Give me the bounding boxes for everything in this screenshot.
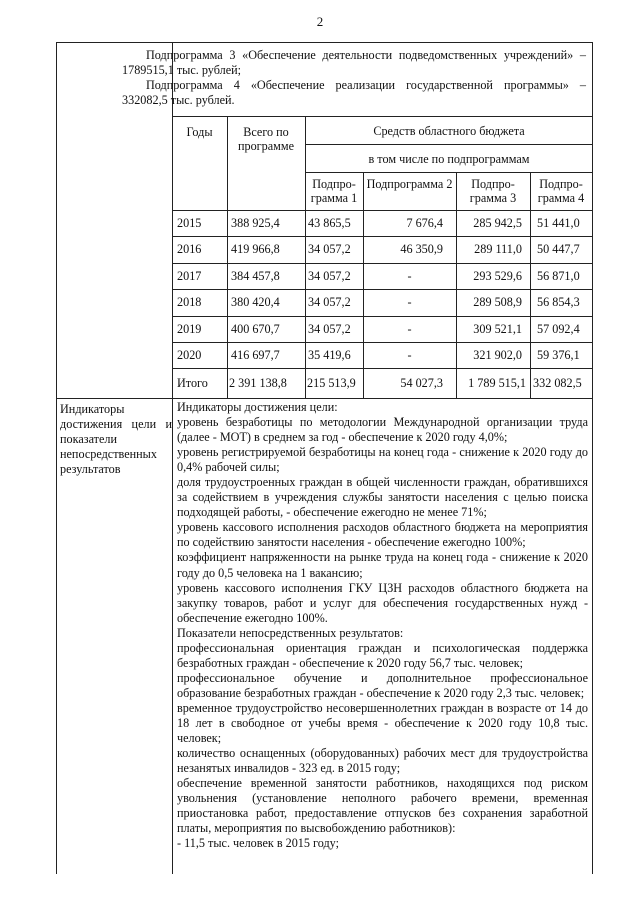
header-sub-4: Подпро-грамма 4 [537,177,585,205]
cell-sub4: 332 082,5 [533,376,582,390]
cell-sub1: 35 419,6 [308,348,351,362]
indicator-line: Показатели непосредственных результатов: [177,625,404,640]
indicator-line: профессиональная ориентация граждан и психологическая поддержка безработных граждан - обеспечение к 2020 году 56,7 тыс. человек; [177,640,588,670]
cell-sub3: 289 508,9 [473,295,522,309]
header-sub-2: Подпрограмма 2 [366,177,453,191]
cell-sub3: 293 529,6 [473,269,522,283]
intro-text [122,48,586,108]
cell-sub4: 51 441,0 [537,216,580,230]
page-number: 2 [316,14,324,29]
cell-sub1: 34 057,2 [308,322,351,336]
indicator-line: обеспечение временной занятости работников, находящихся под риском увольнения (установление неполного рабочего времени, временная приостановка работ, предоставление отпусков без сохранения заработной платы, мероприятия по высвобождению работников): [177,776,588,836]
cell-total: 400 670,7 [231,322,280,336]
col-line [530,172,531,398]
table-top [172,116,593,117]
cell-sub3: 309 521,1 [473,322,522,336]
header-total: Всего по программе [237,125,295,153]
intro-paragraph: Подпрограмма 4 «Обеспечение реализации государственной программы» – 332082,5 тыс. рублей. [122,78,586,107]
indicators-label: Индикаторы достижения цели и показатели непосредственных результатов [60,402,172,476]
indicator-line: уровень безработицы по методологии Международной организации труда (далее - МОТ) в среднем за год - обеспечение к 2020 году 4,0%; [177,415,588,445]
row-line [172,368,593,369]
row-line [172,289,593,290]
cell-sub2: 46 350,9 [400,242,443,256]
cell-sub3: 285 942,5 [473,216,522,230]
col-line [227,116,228,398]
row-line [172,342,593,343]
cell-sub2: 54 027,3 [400,376,443,390]
row-line [172,236,593,237]
indicator-line: профессиональное обучение и дополнительное профессиональное образование безработных граждан - обеспечение к 2020 году 2,3 тыс. человек; [177,670,588,700]
frame-right [592,42,593,874]
indicator-line: доля трудоустроенных граждан в общей численности граждан, обратившихся за содействием в учреждения службы занятости населения с целью поиска подходящей работы, - обеспечение ежегодно не менее 71%; [177,475,588,520]
indicator-line: временное трудоустройство несовершеннолетних граждан в возрасте от 14 до 18 лет в свободное от учебы время - обеспечение к 2020 году 10,8 тыс. человек; [177,700,588,746]
cell-sub2: 7 676,4 [406,216,443,230]
cell-sub1: 34 057,2 [308,242,351,256]
cell-year: 2015 [177,216,202,230]
cell-sub2: - [407,269,412,283]
intro-paragraph: Подпрограмма 3 «Обеспечение деятельности подведомственных учреждений» – 1789515,1 тыс. рублей; [122,48,586,77]
cell-total: 419 966,8 [231,242,280,256]
indicator-line: уровень кассового исполнения расходов областного бюджета на мероприятия по содействию занятости населения - обеспечение ежегодно 100%; [177,520,588,550]
cell-sub3: 321 902,0 [473,348,522,362]
frame-left [56,42,57,874]
row-line [305,144,593,145]
cell-sub2: - [407,322,412,336]
row-line [172,210,593,211]
cell-sub1: 43 865,5 [308,216,351,230]
frame-top [56,42,593,43]
header-years: Годы [186,125,213,139]
row-line [305,172,593,173]
header-sub-1: Подпро-грамма 1 [310,177,358,205]
indicator-line: уровень кассового исполнения ГКУ ЦЗН расходов областного бюджета на закупку товаров, работ и услуг для обеспечения государственных нужд - обеспечение ежегодно 100%. [177,580,588,625]
indicator-line: - 11,5 тыс. человек в 2015 году; [177,836,340,851]
cell-year: 2016 [177,242,202,256]
cell-sub4: 56 871,0 [537,269,580,283]
cell-sub1: 215 513,9 [307,376,356,390]
indicator-line: уровень регистрируемой безработицы на конец года - снижение к 2020 году до 0,4% рабочей силы; [177,445,588,475]
cell-year: 2020 [177,348,202,362]
col-line [363,172,364,398]
header-budget: Средств областного бюджета [373,124,525,138]
cell-year: Итого [177,376,208,390]
indicator-line: количество оснащенных (оборудованных) рабочих мест для трудоустройства незанятых инвалидов - 323 ед. в 2015 году; [177,746,588,776]
cell-total: 2 391 138,8 [229,376,287,390]
cell-sub1: 34 057,2 [308,295,351,309]
header-sub-3: Подпро-грамма 3 [469,177,517,205]
header-including: в том числе по подпрограммам [368,152,530,166]
row-line [172,316,593,317]
cell-year: 2018 [177,295,202,309]
cell-sub4: 50 447,7 [537,242,580,256]
indicator-line: Индикаторы достижения цели: [177,400,338,414]
cell-total: 380 420,4 [231,295,280,309]
col-line [456,172,457,398]
section-divider [56,398,593,399]
cell-year: 2017 [177,269,202,283]
cell-sub3: 289 111,0 [474,242,522,256]
indicators-text [177,400,588,851]
cell-sub1: 34 057,2 [308,269,351,283]
cell-total: 388 925,4 [231,216,280,230]
cell-sub2: - [407,348,412,362]
cell-sub4: 59 376,1 [537,348,580,362]
indicator-line: коэффициент напряженности на рынке труда на конец года - снижение к 2020 году до 0,5 человека на 1 вакансию; [177,550,588,580]
cell-total: 384 457,8 [231,269,280,283]
frame-divider [172,42,173,874]
cell-sub3: 1 789 515,1 [468,376,526,390]
cell-sub4: 56 854,3 [537,295,580,309]
cell-sub4: 57 092,4 [537,322,580,336]
cell-year: 2019 [177,322,202,336]
cell-sub2: - [407,295,412,309]
cell-total: 416 697,7 [231,348,280,362]
row-line [172,263,593,264]
